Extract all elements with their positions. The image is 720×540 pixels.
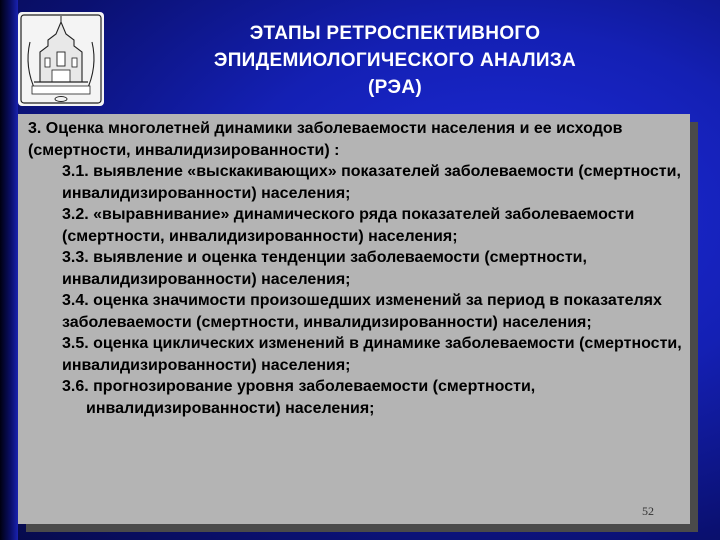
slide-title: [150, 20, 640, 101]
list-item-3-6-line-1: 3.6. прогнозирование уровня заболеваемости (смертности,: [62, 378, 536, 395]
list-item-3-3: 3.3. выявление и оценка тенденции заболеваемости (смертности, инвалидизированности) населения;: [62, 249, 587, 288]
title-line-3: (РЭА): [367, 77, 423, 98]
list-item-3-1: 3.1. выявление «выскакивающих» показателей заболеваемости (смертности, инвалидизированности) населения;: [62, 163, 681, 202]
list-item-3-5: 3.5. оценка циклических изменений в динамике заболеваемости (смертности, инвалидизированности) населения;: [62, 335, 682, 374]
list-item-3-6-line-2: инвалидизированности) населения;: [86, 399, 375, 417]
list-item-3-6: [28, 376, 688, 419]
intro-paragraph: 3. Оценка многолетней динамики заболеваемости населения и ее исходов (смертности, инвалидизированности) :: [28, 120, 623, 159]
title-line-1: ЭТАПЫ РЕТРОСПЕКТИВНОГО: [249, 23, 541, 44]
slide-body: [28, 118, 688, 419]
list-item-3-2: 3.2. «выравнивание» динамического ряда показателей заболеваемости (смертности, инвалидизированности) населения;: [62, 206, 635, 245]
omsk-academy-emblem-icon: [18, 12, 104, 106]
list-item-3-4: 3.4. оценка значимости произошедших изменений за период в показателях заболеваемости (смертности, инвалидизированности) населения;: [62, 292, 662, 331]
page-number: 52: [642, 504, 654, 518]
left-decorative-bar: [0, 0, 18, 540]
title-line-2: ЭПИДЕМИОЛОГИЧЕСКОГО АНАЛИЗА: [213, 50, 577, 71]
